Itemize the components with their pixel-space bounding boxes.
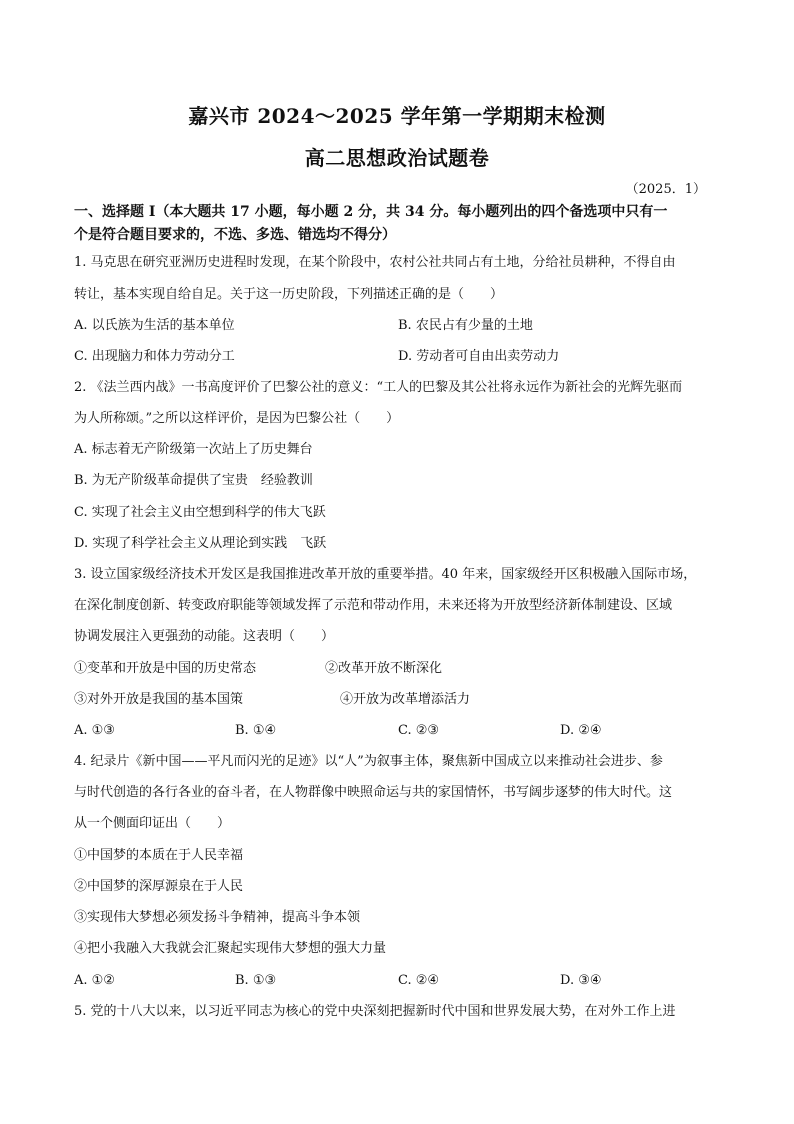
q3-stem-line-2: 在深化制度创新、转变政府职能等领域发挥了示范和带动作用，未来还将为开放型经济新体制建设、区域 <box>74 598 673 613</box>
q4-statement-2: ②中国梦的深厚源泉在于人民 <box>74 879 244 894</box>
q3-stem-line-3: 协调发展注入更强劲的动能。这表明（ ） <box>74 629 335 644</box>
q3-statement-3: ③对外开放是我国的基本国策 <box>74 692 244 707</box>
q3-statement-2: ②改革开放不断深化 <box>325 661 443 676</box>
q3-option-b: B. ①④ <box>235 723 277 738</box>
q4-statement-1: ①中国梦的本质在于人民幸福 <box>74 848 244 863</box>
q1-option-b: B. 农民占有少量的土地 <box>398 318 533 333</box>
q1-option-d: D. 劳动者可自由出卖劳动力 <box>398 349 560 364</box>
q3-option-c: C. ②③ <box>398 723 440 738</box>
exam-subtitle: 高二思想政治试题卷 <box>304 146 490 170</box>
exam-title: 嘉兴市 2024～2025 学年第一学期期末检测 <box>188 104 606 128</box>
q2-stem-line-2: 为人所称颂。”之所以这样评价，是因为巴黎公社（ ） <box>74 411 400 426</box>
q4-stem-line-1: 4. 纪录片《新中国——平凡而闪光的足迹》以“人”为叙事主体，聚焦新中国成立以来推动社会进步、参 <box>74 754 663 769</box>
q2-option-b: B. 为无产阶级革命提供了宝贵 经验教训 <box>74 473 313 488</box>
q1-option-c: C. 出现脑力和体力劳动分工 <box>74 349 235 364</box>
q2-option-c: C. 实现了社会主义由空想到科学的伟大飞跃 <box>74 505 326 520</box>
q2-stem-line-1: 2. 《法兰西内战》一书高度评价了巴黎公社的意义：“工人的巴黎及其公社将永远作为新社会的光辉先驱而 <box>74 380 683 395</box>
q4-stem-line-2: 与时代创造的各行各业的奋斗者，在人物群像中映照命运与共的家国情怀，书写阔步逐梦的伟大时代。这 <box>74 785 673 800</box>
q4-option-a: A. ①② <box>74 973 115 988</box>
q1-stem-line-2: 转让，基本实现自给自足。关于这一历史阶段，下列描述正确的是（ ） <box>74 287 504 302</box>
q5-stem-line-1: 5. 党的十八大以来，以习近平同志为核心的党中央深刻把握新时代中国和世界发展大势，在对外工作上进 <box>74 1004 676 1019</box>
exam-date: （2025．1） <box>625 182 706 197</box>
q3-option-d: D. ②④ <box>560 723 602 738</box>
q4-statement-4: ④把小我融入大我就会汇聚起实现伟大梦想的强大力量 <box>74 941 387 956</box>
q2-option-a: A. 标志着无产阶级第一次站上了历史舞台 <box>74 442 313 457</box>
q4-option-d: D. ③④ <box>560 973 602 988</box>
q4-statement-3: ③实现伟大梦想必须发扬斗争精神，提高斗争本领 <box>74 910 361 925</box>
q3-option-a: A. ①③ <box>74 723 115 738</box>
q1-option-a: A. 以氏族为生活的基本单位 <box>74 318 235 333</box>
q3-statement-1: ①变革和开放是中国的历史常态 <box>74 661 257 676</box>
q1-stem-line-1: 1. 马克思在研究亚洲历史进程时发现，在某个阶段中，农村公社共同占有土地，分给社员耕种，不得自由 <box>74 255 676 270</box>
q2-option-d: D. 实现了科学社会主义从理论到实践 飞跃 <box>74 536 327 551</box>
section-heading-line-2: 个是符合题目要求的，不选、多选、错选均不得分） <box>74 227 396 243</box>
q3-statement-4: ④开放为改革增添活力 <box>340 692 471 707</box>
q4-option-b: B. ①③ <box>235 973 277 988</box>
q4-option-c: C. ②④ <box>398 973 440 988</box>
q3-stem-line-1: 3. 设立国家级经济技术开发区是我国推进改革开放的重要举措。40 年来，国家级经开区积极融入国际市场， <box>74 567 697 582</box>
q4-stem-line-3: 从一个侧面印证出（ ） <box>74 816 231 831</box>
section-heading-line-1: 一、选择题 I（本大题共 17 小题，每小题 2 分，共 34 分。每小题列出的四个备选项中只有一 <box>74 204 668 220</box>
